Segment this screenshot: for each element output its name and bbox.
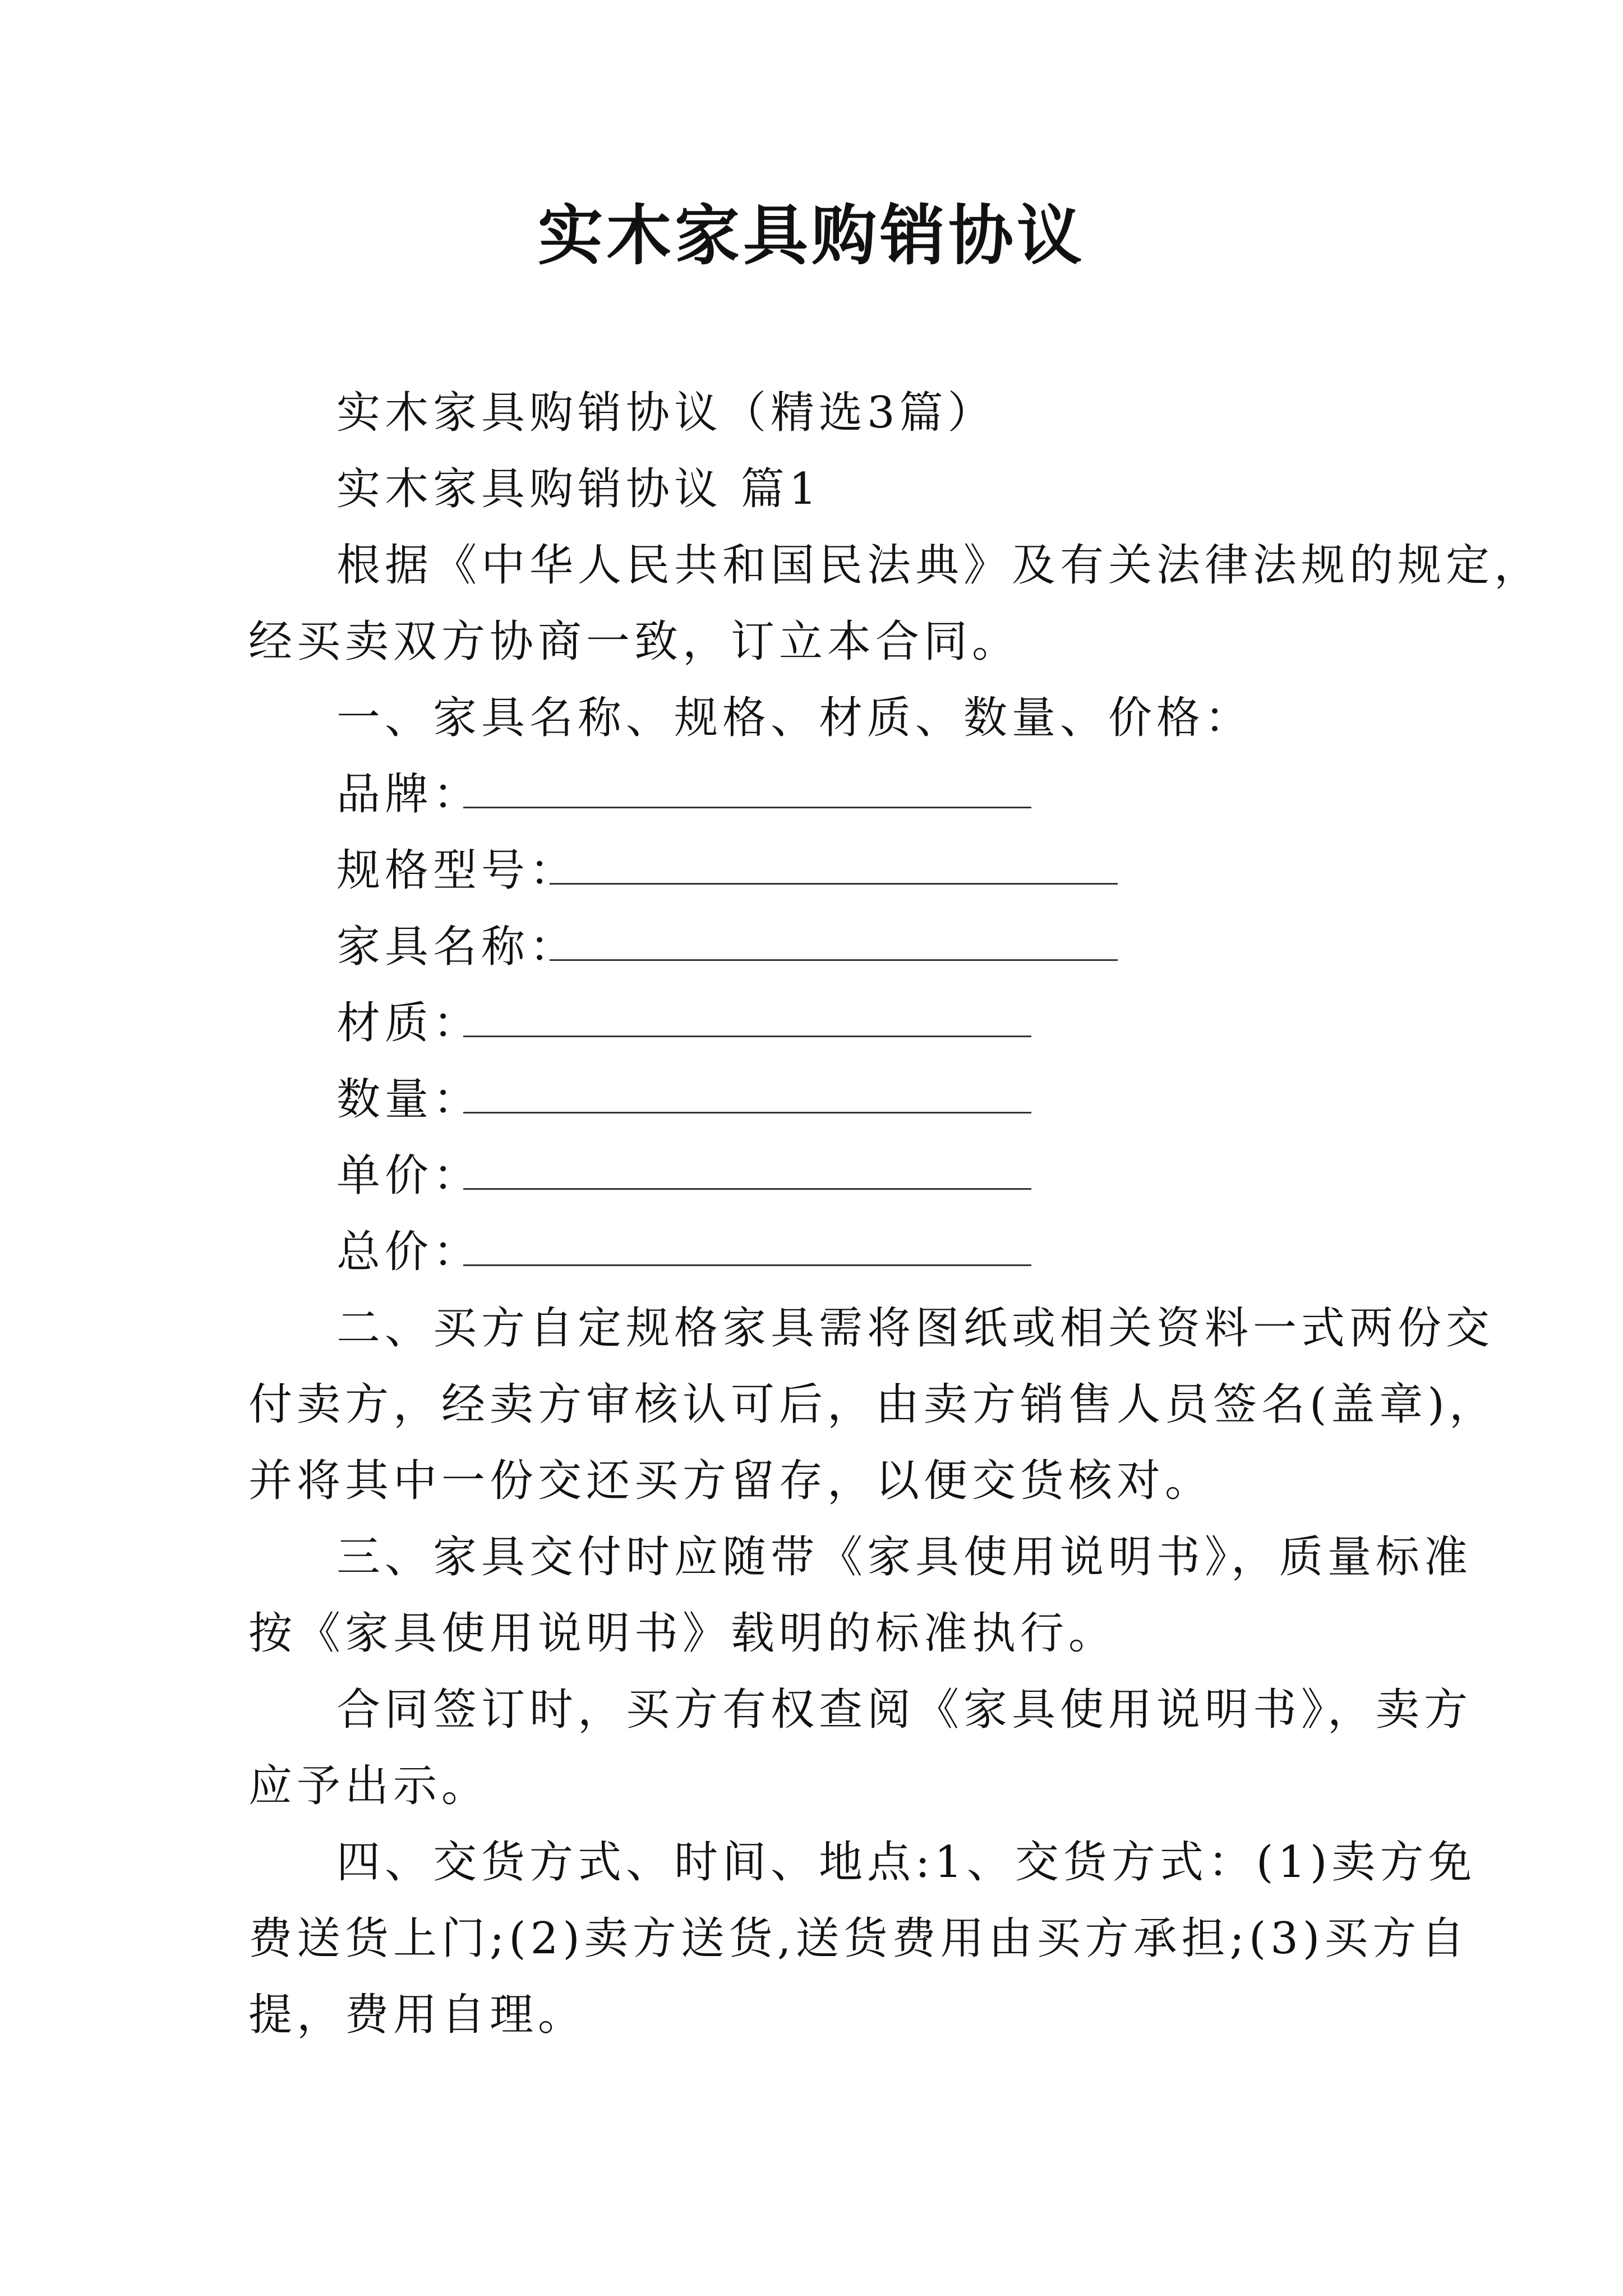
blank-line <box>463 1264 1031 1266</box>
field-label: 单价： <box>336 1151 482 1201</box>
section-heading: 实木家具购销协议 篇1 <box>336 464 822 514</box>
clause-2-line: 付卖方，经卖方审核认可后，由卖方销售人员签名(盖章)， <box>248 1379 1497 1430</box>
clause-2-line: 并将其中一份交还买方留存，以便交货核对。 <box>248 1456 1214 1506</box>
field-label: 品牌： <box>336 769 482 820</box>
form-field-total-price <box>336 1224 481 1280</box>
clause-2-line: 二、买方自定规格家具需将图纸或相关资料一式两份交 <box>336 1303 1495 1354</box>
blank-line <box>463 1036 1031 1037</box>
clause-4-line: 费送货上门;(2)卖方送货,送货费用由买方承担;(3)买方自 <box>248 1913 1469 1964</box>
document-title: 实木家具购销协议 <box>538 197 1085 274</box>
blank-line <box>550 883 1118 885</box>
form-field-furniture-name <box>336 919 578 975</box>
blank-line <box>550 959 1118 961</box>
clause-3-line: 按《家具使用说明书》载明的标准执行。 <box>248 1608 1117 1659</box>
blank-line <box>463 1112 1031 1114</box>
intro-paragraph-line: 根据《中华人民共和国民法典》及有关法律法规的规定， <box>336 540 1543 591</box>
form-field-model <box>336 843 578 899</box>
field-label: 材质： <box>336 998 482 1048</box>
clause-4-line: 提，费用自理。 <box>248 1990 587 2040</box>
form-field-material <box>336 995 481 1051</box>
form-field-quantity <box>336 1071 481 1128</box>
clause-4-line: 四、交货方式、时间、地点:1、交货方式：(1)卖方免 <box>336 1837 1477 1888</box>
field-label: 数量： <box>336 1074 482 1125</box>
clause-3-line: 三、家具交付时应随带《家具使用说明书》，质量标准 <box>336 1532 1473 1582</box>
blank-line <box>463 807 1031 808</box>
clause-3-paragraph-line: 应予出示。 <box>248 1761 490 1811</box>
form-field-unit-price <box>336 1148 481 1204</box>
form-field-brand <box>336 766 481 822</box>
document-subtitle: 实木家具购销协议（精选3篇） <box>336 388 996 438</box>
blank-line <box>463 1188 1031 1190</box>
clause-3-paragraph-line: 合同签订时，买方有权查阅《家具使用说明书》，卖方 <box>336 1685 1473 1735</box>
field-label: 家具名称： <box>336 922 578 972</box>
field-label: 规格型号： <box>336 845 578 896</box>
clause-1-heading: 一、家具名称、规格、材质、数量、价格： <box>336 693 1253 743</box>
field-label: 总价： <box>336 1227 482 1277</box>
intro-paragraph-line: 经买卖双方协商一致，订立本合同。 <box>248 616 1021 667</box>
